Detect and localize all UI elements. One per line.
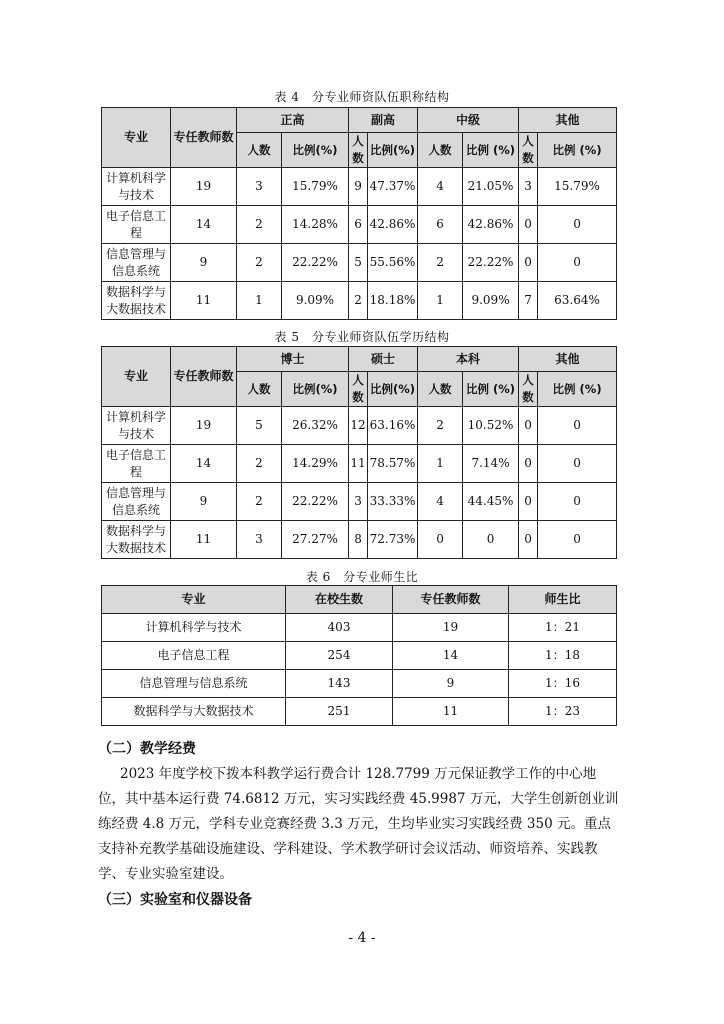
cell-students: 403: [286, 614, 393, 642]
header-group: 其他: [519, 108, 617, 133]
header-group: 副高: [349, 108, 418, 133]
cell-teachers: 9: [171, 483, 237, 521]
header-major: 专业: [102, 347, 171, 407]
cell-count: 3: [519, 168, 538, 206]
cell-ratio: 9.09%: [463, 282, 519, 320]
header-count: 人数: [349, 372, 368, 407]
paragraph-line: 位，其中基本运行费 74.6812 万元，实习实践经费 45.9987 万元，大学生创新创业训: [98, 791, 619, 807]
cell-major: 信息管理与信息系统: [102, 483, 171, 521]
cell-count: 2: [237, 206, 282, 244]
table-row: [102, 670, 617, 698]
cell-ratio: 22.22%: [282, 244, 349, 282]
cell-count: 5: [349, 244, 368, 282]
header-group: 本科: [418, 347, 519, 372]
header-major: 专业: [102, 586, 286, 614]
cell-ratio: 42.86%: [368, 206, 418, 244]
cell-count: 1: [418, 282, 463, 320]
cell-count: 3: [237, 521, 282, 559]
cell-ratio: 1：18: [509, 642, 617, 670]
cell-count: 12: [349, 407, 368, 445]
cell-count: 2: [349, 282, 368, 320]
cell-ratio: 47.37%: [368, 168, 418, 206]
table-row: [102, 445, 617, 483]
paragraph-line: 练经费 4.8 万元，学科专业竞赛经费 3.3 万元，生均毕业实习实践经费 350 元。重点: [98, 816, 611, 832]
cell-teachers: 19: [393, 614, 509, 642]
cell-ratio: 21.05%: [463, 168, 519, 206]
header-ratio: 比例 (%): [463, 372, 519, 407]
cell-ratio: 7.14%: [463, 445, 519, 483]
cell-major: 数据科学与大数据技术: [102, 521, 171, 559]
cell-ratio: 1：21: [509, 614, 617, 642]
header-count: 人数: [418, 133, 463, 168]
paragraph-line: 学、专业实验室建设。: [98, 866, 233, 882]
table-row: [102, 521, 617, 559]
header-count: 人数: [237, 372, 282, 407]
cell-ratio: 27.27%: [282, 521, 349, 559]
header-count: 人数: [237, 133, 282, 168]
cell-ratio: 18.18%: [368, 282, 418, 320]
table-row: [102, 206, 617, 244]
cell-count: 0: [519, 521, 538, 559]
cell-count: 4: [418, 483, 463, 521]
cell-count: 8: [349, 521, 368, 559]
table-row: [102, 698, 617, 726]
cell-count: 2: [418, 244, 463, 282]
paragraph-line: 2023 年度学校下拨本科教学运行费合计 128.7799 万元保证教学工作的中心地: [120, 766, 597, 782]
header-ratio: 比例(%): [282, 133, 349, 168]
cell-teachers: 11: [171, 282, 237, 320]
cell-teachers: 11: [393, 698, 509, 726]
cell-ratio: 0: [538, 483, 617, 521]
cell-teachers: 11: [171, 521, 237, 559]
cell-count: 1: [418, 445, 463, 483]
header-major: 专业: [102, 108, 171, 168]
table-row: [102, 282, 617, 320]
cell-major: 计算机科学与技术: [102, 168, 171, 206]
cell-count: 0: [519, 407, 538, 445]
header-ratio: 比例 (%): [463, 133, 519, 168]
table-row: [102, 168, 617, 206]
paragraph-line: 支持补充教学基础设施建设、学科建设、学术教学研讨会议活动、师资培养、实践教: [98, 841, 598, 857]
cell-teachers: 19: [171, 168, 237, 206]
table-row: [102, 614, 617, 642]
teaching-funds-paragraph: [98, 762, 630, 887]
cell-ratio: 22.22%: [463, 244, 519, 282]
cell-major: 信息管理与信息系统: [102, 670, 286, 698]
header-group: 中级: [418, 108, 519, 133]
table5-degree-structure: [101, 346, 617, 559]
cell-students: 251: [286, 698, 393, 726]
table6-caption: 表 6 分专业师生比: [305, 570, 419, 584]
cell-count: 4: [418, 168, 463, 206]
cell-ratio: 44.45%: [463, 483, 519, 521]
cell-major: 信息管理与信息系统: [102, 244, 171, 282]
header-teachers: 专任教师数: [171, 108, 237, 168]
cell-ratio: 42.86%: [463, 206, 519, 244]
cell-ratio: 55.56%: [368, 244, 418, 282]
cell-major: 计算机科学与技术: [102, 407, 171, 445]
cell-teachers: 14: [171, 445, 237, 483]
header-count: 人数: [519, 133, 538, 168]
table-row: [102, 642, 617, 670]
cell-ratio: 26.32%: [282, 407, 349, 445]
header-group: 硕士: [349, 347, 418, 372]
cell-teachers: 14: [393, 642, 509, 670]
cell-count: 11: [349, 445, 368, 483]
page-number: - 4 -: [348, 930, 376, 946]
cell-count: 0: [519, 206, 538, 244]
table4-caption: 表 4 分专业师资队伍职称结构: [274, 90, 450, 104]
cell-teachers: 9: [171, 244, 237, 282]
header-ratio: 比例(%): [368, 372, 418, 407]
header-group: 正高: [237, 108, 349, 133]
cell-count: 2: [237, 483, 282, 521]
cell-ratio: 72.73%: [368, 521, 418, 559]
header-count: 人数: [349, 133, 368, 168]
header-teachers: 专任教师数: [393, 586, 509, 614]
cell-ratio: 22.22%: [282, 483, 349, 521]
cell-ratio: 0: [538, 206, 617, 244]
cell-count: 2: [237, 445, 282, 483]
cell-students: 254: [286, 642, 393, 670]
table-row: [102, 483, 617, 521]
cell-ratio: 10.52%: [463, 407, 519, 445]
cell-ratio: 33.33%: [368, 483, 418, 521]
cell-count: 0: [519, 244, 538, 282]
section-title-labs-equipment: （三）实验室和仪器设备: [98, 892, 252, 908]
cell-ratio: 63.16%: [368, 407, 418, 445]
cell-major: 电子信息工程: [102, 206, 171, 244]
cell-ratio: 9.09%: [282, 282, 349, 320]
cell-major: 数据科学与大数据技术: [102, 698, 286, 726]
cell-count: 3: [349, 483, 368, 521]
table-row: [102, 407, 617, 445]
cell-ratio: 14.29%: [282, 445, 349, 483]
cell-count: 6: [349, 206, 368, 244]
header-ratio: 比例 (%): [538, 372, 617, 407]
cell-count: 9: [349, 168, 368, 206]
cell-major: 电子信息工程: [102, 445, 171, 483]
cell-count: 0: [519, 483, 538, 521]
table5-caption: 表 5 分专业师资队伍学历结构: [274, 330, 450, 344]
header-students: 在校生数: [286, 586, 393, 614]
cell-count: 2: [237, 244, 282, 282]
header-ratio: 比例 (%): [538, 133, 617, 168]
cell-count: 2: [418, 407, 463, 445]
cell-major: 电子信息工程: [102, 642, 286, 670]
cell-ratio: 15.79%: [282, 168, 349, 206]
cell-ratio: 0: [463, 521, 519, 559]
cell-students: 143: [286, 670, 393, 698]
header-count: 人数: [519, 372, 538, 407]
header-count: 人数: [418, 372, 463, 407]
cell-ratio: 14.28%: [282, 206, 349, 244]
cell-count: 0: [418, 521, 463, 559]
section-title-teaching-funds: （二）教学经费: [98, 741, 196, 757]
cell-ratio: 0: [538, 521, 617, 559]
cell-ratio: 1：23: [509, 698, 617, 726]
cell-ratio: 1：16: [509, 670, 617, 698]
cell-ratio: 0: [538, 244, 617, 282]
cell-teachers: 9: [393, 670, 509, 698]
cell-ratio: 0: [538, 445, 617, 483]
cell-count: 7: [519, 282, 538, 320]
table4-title-structure: [101, 107, 617, 320]
cell-major: 数据科学与大数据技术: [102, 282, 171, 320]
table6-teacher-student-ratio: [101, 585, 617, 726]
cell-count: 1: [237, 282, 282, 320]
cell-count: 0: [519, 445, 538, 483]
header-teachers: 专任教师数: [171, 347, 237, 407]
header-ratio: 比例(%): [282, 372, 349, 407]
cell-ratio: 63.64%: [538, 282, 617, 320]
cell-count: 6: [418, 206, 463, 244]
cell-count: 5: [237, 407, 282, 445]
cell-ratio: 0: [538, 407, 617, 445]
cell-count: 3: [237, 168, 282, 206]
table-row: [102, 244, 617, 282]
header-group: 其他: [519, 347, 617, 372]
cell-major: 计算机科学与技术: [102, 614, 286, 642]
cell-teachers: 19: [171, 407, 237, 445]
header-ratio: 师生比: [509, 586, 617, 614]
header-group: 博士: [237, 347, 349, 372]
header-ratio: 比例(%): [368, 133, 418, 168]
cell-teachers: 14: [171, 206, 237, 244]
cell-ratio: 78.57%: [368, 445, 418, 483]
cell-ratio: 15.79%: [538, 168, 617, 206]
